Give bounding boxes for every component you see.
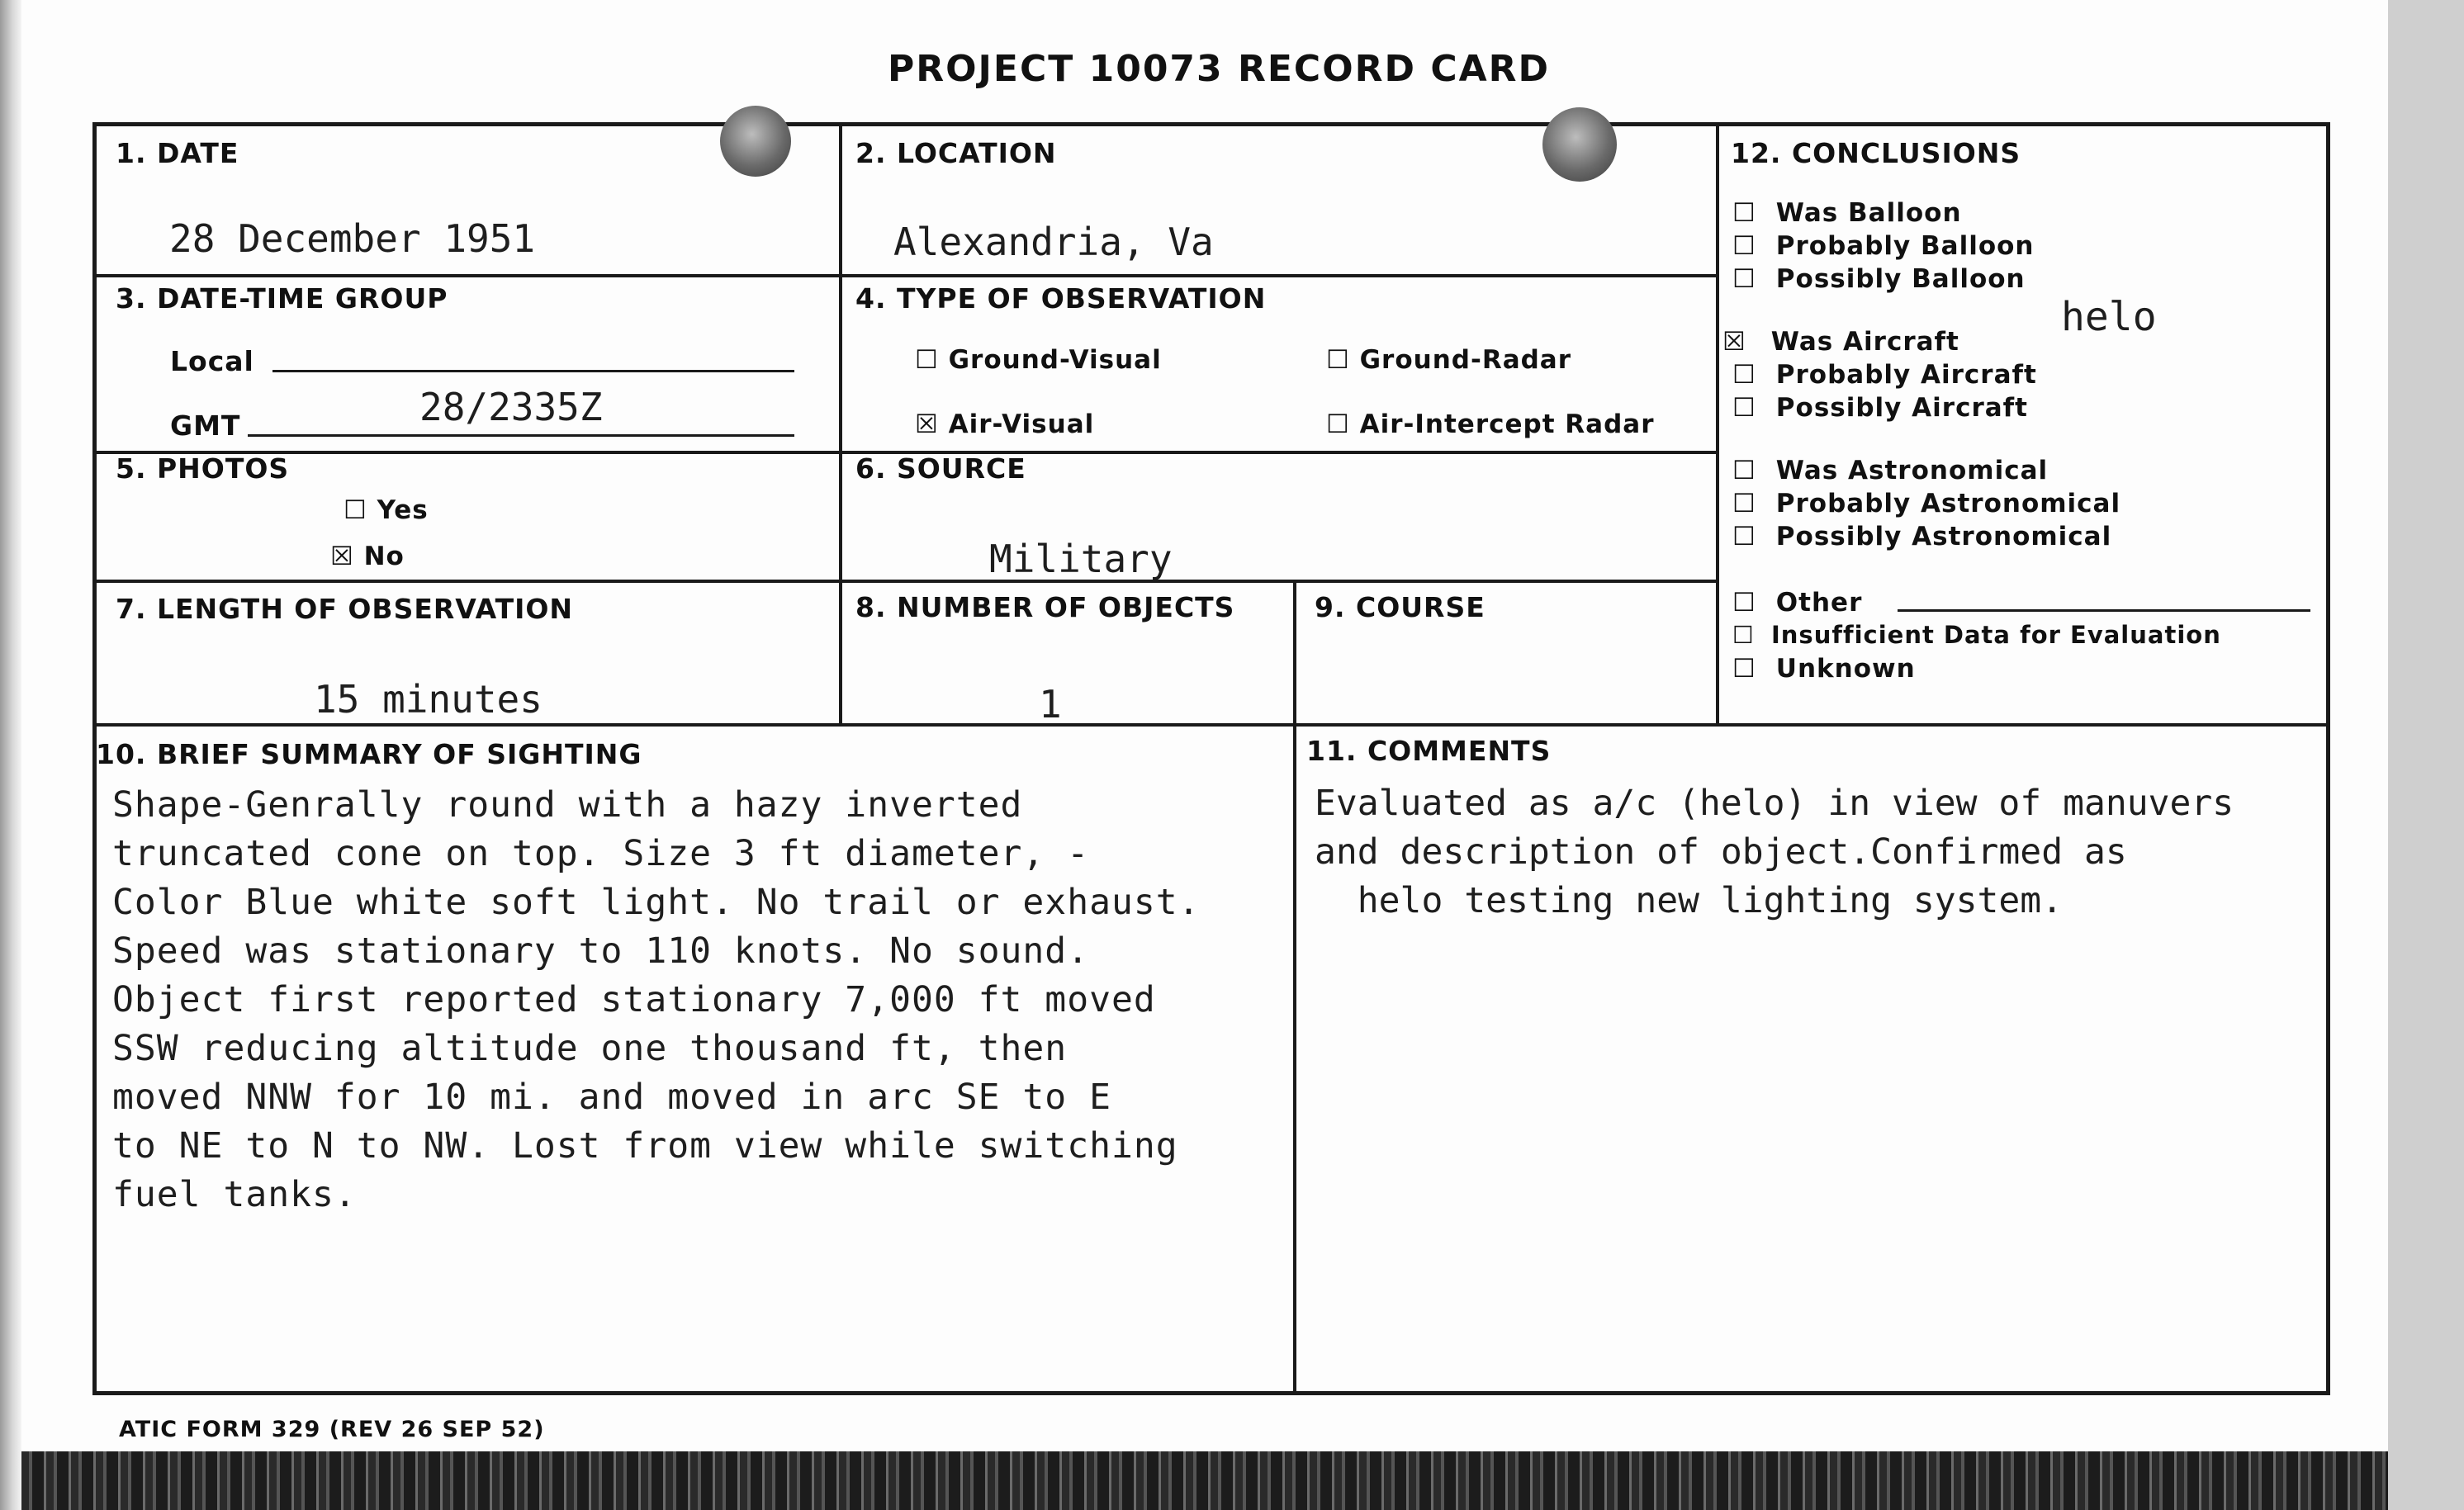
comments-line: Evaluated as a/c (helo) in view of manuvers [1315, 783, 2234, 824]
conclusion-text: Probably Aircraft [1775, 360, 2037, 390]
date-value: 28 December 1951 [169, 216, 536, 261]
comments-line: and description of object.Confirmed as [1315, 831, 2127, 873]
gmt-value: 28/2335Z [419, 385, 603, 429]
checkbox-icon: ☐ [1732, 198, 1756, 228]
checkbox-icon: ☐ [1732, 393, 1756, 423]
checked-checkbox-icon: ☒ [1722, 327, 1746, 357]
handwritten-helo-note: helo [2061, 294, 2157, 340]
summary-line: fuel tanks. [112, 1174, 357, 1215]
conclusion-insufficient-data[interactable] [1732, 621, 2221, 649]
checked-checkbox-icon: ☒ [330, 542, 354, 571]
conclusion-text: Was Astronomical [1775, 456, 2049, 485]
col-divider-a [839, 122, 842, 723]
checkbox-icon: ☐ [1732, 264, 1756, 294]
course-label: 9. COURSE [1315, 591, 1486, 623]
conclusion-probably-aircraft[interactable] [1732, 360, 2037, 390]
punch-hole-left [720, 106, 791, 177]
observation-option-air-intercept-radar[interactable] [1326, 409, 1655, 439]
comments-text [1315, 779, 2234, 925]
conclusion-text: Was Aircraft [1770, 327, 1959, 357]
scan-right-edge [2388, 0, 2464, 1510]
conclusion-other[interactable] [1732, 588, 1862, 618]
checkbox-icon: ☐ [1732, 588, 1756, 618]
scan-left-edge [0, 0, 21, 1510]
comments-line: helo testing new lighting system. [1315, 880, 2064, 921]
summary-line: Color Blue white soft light. No trail or exhaust. [112, 882, 1201, 923]
type-of-observation-label: 4. TYPE OF OBSERVATION [855, 282, 1267, 315]
conclusion-text: Was Balloon [1775, 198, 1962, 228]
col-divider-b [1716, 122, 1719, 723]
conclusion-probably-balloon[interactable] [1732, 231, 2035, 261]
row-divider-4 [92, 723, 2330, 727]
conclusion-was-astronomical[interactable] [1732, 456, 2048, 485]
summary-line: to NE to N to NW. Lost from view while switching [112, 1125, 1178, 1167]
number-of-objects-value: 1 [1039, 682, 1062, 727]
checkbox-icon: ☐ [1732, 621, 1755, 649]
source-label: 6. SOURCE [855, 452, 1026, 485]
conclusion-text: Insufficient Data for Evaluation [1771, 621, 2221, 649]
comments-label: 11. COMMENTS [1306, 735, 1552, 767]
photos-option-no[interactable] [330, 542, 405, 571]
conclusion-text: Other [1775, 588, 1863, 618]
conclusion-text: Probably Astronomical [1775, 489, 2121, 518]
option-text: Air-Visual [948, 409, 1095, 439]
conclusion-probably-astronomical[interactable] [1732, 489, 2120, 518]
photos-label: 5. PHOTOS [116, 452, 290, 485]
checkbox-icon: ☐ [1732, 360, 1756, 390]
summary-text [112, 781, 1201, 1219]
date-label: 1. DATE [116, 137, 239, 169]
checked-checkbox-icon: ☒ [915, 409, 939, 439]
option-text: Air-Intercept Radar [1359, 409, 1655, 439]
local-underline [272, 370, 794, 372]
conclusion-possibly-astronomical[interactable] [1732, 522, 2111, 551]
checkbox-icon: ☐ [344, 495, 367, 525]
observation-option-ground-visual[interactable] [915, 345, 1162, 375]
summary-line: moved NNW for 10 mi. and moved in arc SE to E [112, 1077, 1111, 1118]
option-text: No [363, 542, 405, 571]
checkbox-icon: ☐ [1732, 489, 1756, 518]
conclusion-possibly-balloon[interactable] [1732, 264, 2026, 294]
checkbox-icon: ☐ [1732, 522, 1756, 551]
option-text: Yes [377, 495, 429, 525]
conclusion-was-balloon[interactable] [1732, 198, 1962, 228]
row-divider-3 [92, 580, 1716, 583]
gmt-label: GMT [170, 409, 241, 442]
conclusion-text: Probably Balloon [1775, 231, 2035, 261]
summary-line: SSW reducing altitude one thousand ft, then [112, 1028, 1068, 1069]
photos-option-yes[interactable] [344, 495, 429, 525]
conclusion-text: Possibly Balloon [1775, 264, 2026, 294]
length-of-observation-label: 7. LENGTH OF OBSERVATION [116, 593, 574, 625]
form-number-footer: ATIC FORM 329 (REV 26 SEP 52) [119, 1417, 545, 1442]
summary-line: truncated cone on top. Size 3 ft diameter, - [112, 833, 1090, 874]
conclusion-unknown[interactable] [1732, 654, 1916, 684]
conclusions-label: 12. CONCLUSIONS [1731, 137, 2021, 169]
gmt-underline [248, 434, 794, 437]
location-value: Alexandria, Va [893, 220, 1214, 264]
observation-option-air-visual[interactable] [915, 409, 1094, 439]
conclusion-text: Possibly Astronomical [1775, 522, 2112, 551]
summary-label: 10. BRIEF SUMMARY OF SIGHTING [96, 738, 642, 770]
observation-option-ground-radar[interactable] [1326, 345, 1571, 375]
local-label: Local [170, 345, 254, 377]
length-of-observation-value: 15 minutes [314, 677, 543, 722]
checkbox-icon: ☐ [1732, 456, 1756, 485]
other-underline [1898, 609, 2310, 612]
option-text: Ground-Visual [948, 345, 1162, 375]
scan-bottom-strip [21, 1451, 2388, 1510]
conclusion-text: Unknown [1775, 654, 1916, 684]
date-time-group-label: 3. DATE-TIME GROUP [116, 282, 448, 315]
summary-line: Shape-Genrally round with a hazy inverted [112, 784, 1023, 826]
summary-line: Object first reported stationary 7,000 ft moved [112, 979, 1156, 1020]
conclusion-was-aircraft[interactable] [1722, 327, 1959, 357]
card-title: PROJECT 10073 RECORD CARD [888, 48, 1551, 90]
checkbox-icon: ☐ [1732, 654, 1756, 684]
punch-hole-right [1542, 107, 1617, 182]
summary-line: Speed was stationary to 110 knots. No sound. [112, 930, 1090, 972]
checkbox-icon: ☐ [1326, 409, 1350, 439]
checkbox-icon: ☐ [1732, 231, 1756, 261]
location-label: 2. LOCATION [855, 137, 1057, 169]
checkbox-icon: ☐ [1326, 345, 1350, 375]
option-text: Ground-Radar [1359, 345, 1572, 375]
conclusion-text: Possibly Aircraft [1775, 393, 2028, 423]
source-value: Military [989, 537, 1173, 581]
conclusion-possibly-aircraft[interactable] [1732, 393, 2028, 423]
col-divider-c [1293, 580, 1296, 1395]
row-divider-1 [92, 274, 1716, 277]
checkbox-icon: ☐ [915, 345, 939, 375]
number-of-objects-label: 8. NUMBER OF OBJECTS [855, 591, 1235, 623]
